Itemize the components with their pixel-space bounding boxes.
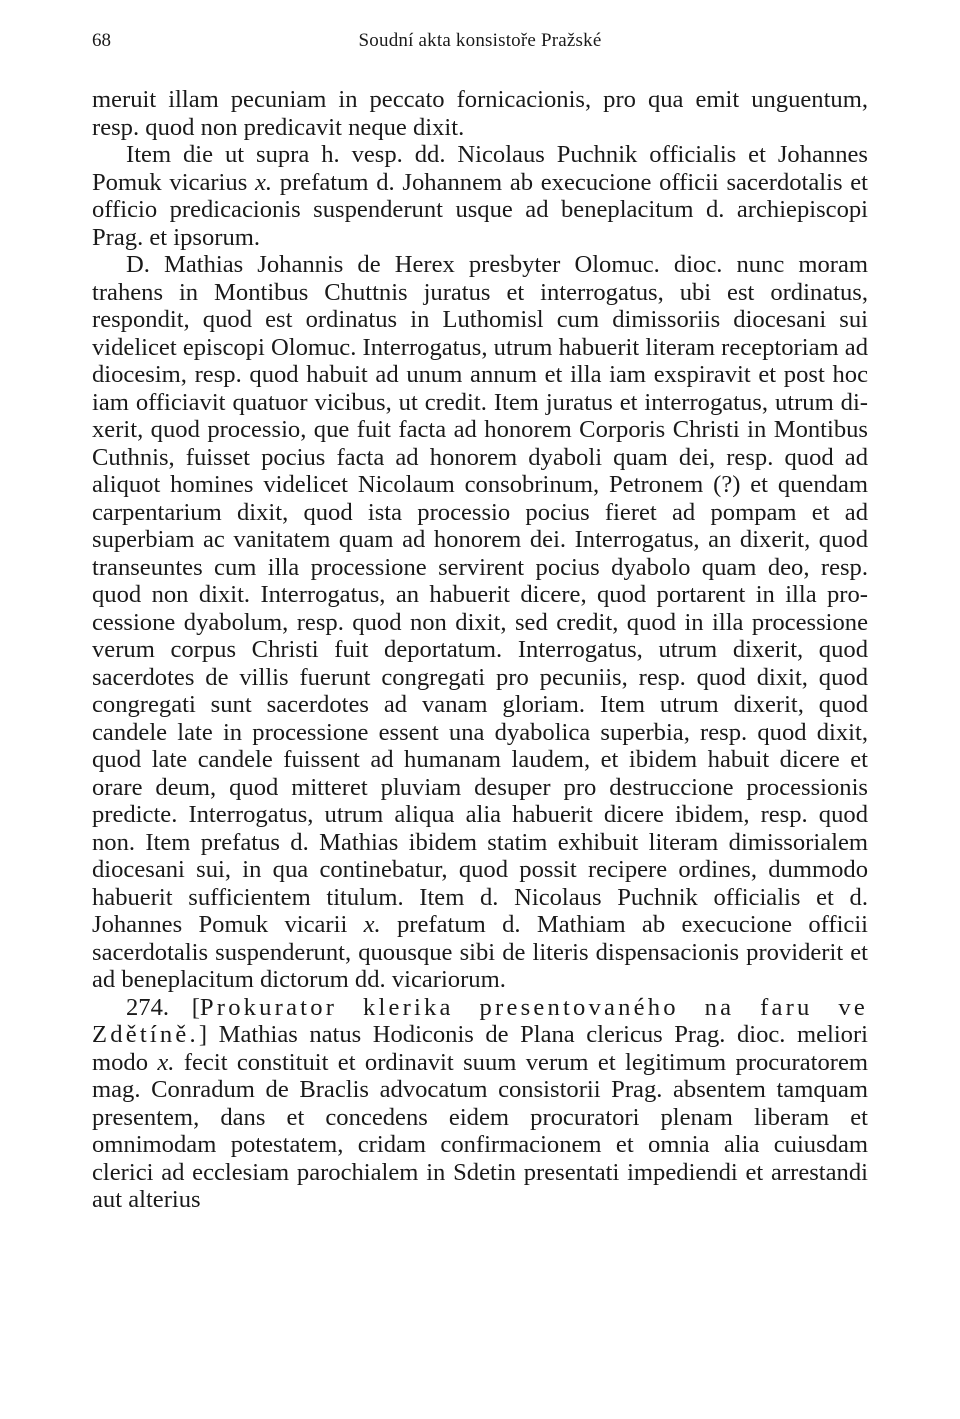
paragraph-suspension-johannes xyxy=(92,141,868,251)
text-run: D. Mathias Johannis de Herex presbyter Olomuc. dioc. nunc moram trahens in Montibus Chuttnis juratus et interrogatus, ubi est ordinatus, respondit, quod est ordinatus in Luthomisl cum dimissoriis diocesani sui videlicet episcopi Olomuc. Interrogatus, utrum habuerit literam receptoriam ad diocesim, resp. quod habuit ad unum annum et illa iam exspiravit et post hoc iam officiavit quatuor vicibus, ut credit. Item juratus et interrogatus, utrum dixerit, quod processio, que fuit facta ad honorem Corporis Christi in Montibus Cuthnis, fuisset pocius facta ad honorem dyaboli quam dei, resp. quod ad aliquot homines videlicet Nicolaum consobrinum, Petronem (?) et quendam carpentarium dixit, quod ista processio pocius fieret ad pompam et ad superbiam ac vanitatem quam ad honorem dei. Interrogatus, an dixerit, quod transeuntes cum illa processione servirent pocius dyabolo quam deo, resp. quod non dixit. Interrogatus, an habuerit dicere, quod portarent in illa processione dyabolum, resp. quod non dixit, sed credit, quod in illa processione verum corpus Christi fuit deportatum. Interrogatus, utrum dixerit, quod sacerdotes de villis fuerunt congregati pro pecuniis, resp. quod dixit, quod congregati sunt sacerdotes ad vanam gloriam. Item utrum dixerit, quod candele late in processione essent una dyabolica superbia, resp. quod dixit, quod late candele fuissent ad humanam laudem, et ibidem habuit dicere et orare deum, quod mitteret pluviam desuper pro destruccione processionis predicte. Interrogatus, utrum aliqua alia habuerit dicere ibidem, resp. quod non. Item prefatus d. Mathias ibidem statim exhibuit literam dimissorialem diocesani sui, in qua continebatur, quod possit recipere ordines, dummodo habuerit sufficientem titulum. Item d. Nicolaus Puchnik officialis et d. Johannes Pomuk vicarii xyxy=(92,251,868,938)
document-body xyxy=(92,86,868,1214)
text-run: Item die ut supra h. vesp. dd. Nicolaus Puchnik officialis et Johannes Pomuk vicarius xyxy=(92,141,868,196)
text-run: meruit illam pecuniam in peccato fornicacionis, pro qua emit unguentum, resp. quod non predicavit neque dixit. xyxy=(92,86,868,141)
text-run-italic: x. xyxy=(157,1048,175,1076)
page-number: 68 xyxy=(92,30,111,51)
text-run: fecit constituit et ordinavit suum verum et legitimum procuratorem mag. Conradum de Braclis advocatum consistorii Prag. absentem tamquam presentem, dans et concedens eidem procuratori plenam liberam et omnimodam potestatem, cridam confirmacionem et omnia alia cuiusdam clerici ad ecclesiam parochialem in Sdetin presentati impediendi et arrestandi aut alterius xyxy=(92,1048,868,1213)
text-run-italic: x. xyxy=(363,911,381,938)
paragraph-mathias-testimony xyxy=(92,251,868,994)
page-header xyxy=(92,30,868,58)
paragraph-entry-274 xyxy=(92,994,868,1214)
paragraph-continuation xyxy=(92,86,868,141)
entry-number: 274. [ xyxy=(126,993,200,1021)
text-run: prefatum d. Johannem ab execucione officii sacerdotalis et officio predicacionis suspenderunt usque ad beneplacitum d. archiepiscopi Prag. et ipsorum. xyxy=(92,168,868,251)
entry-heading: Prokurator klerika presentovaného na faru ve Zdětíně. xyxy=(92,993,868,1048)
text-run: prefatum d. Mathiam ab execucione officii sacerdotalis suspenderunt, quousque sibi de literis dispensacionis providerit et ad beneplacitum dictorum dd. vicariorum. xyxy=(92,911,869,993)
text-run: ] Mathias natus Hodiconis de Plana clericus Prag. dioc. meliori modo xyxy=(92,1021,868,1076)
running-title: Soudní akta konsistoře Pražské xyxy=(358,30,602,51)
text-run-italic: x. xyxy=(254,168,273,196)
